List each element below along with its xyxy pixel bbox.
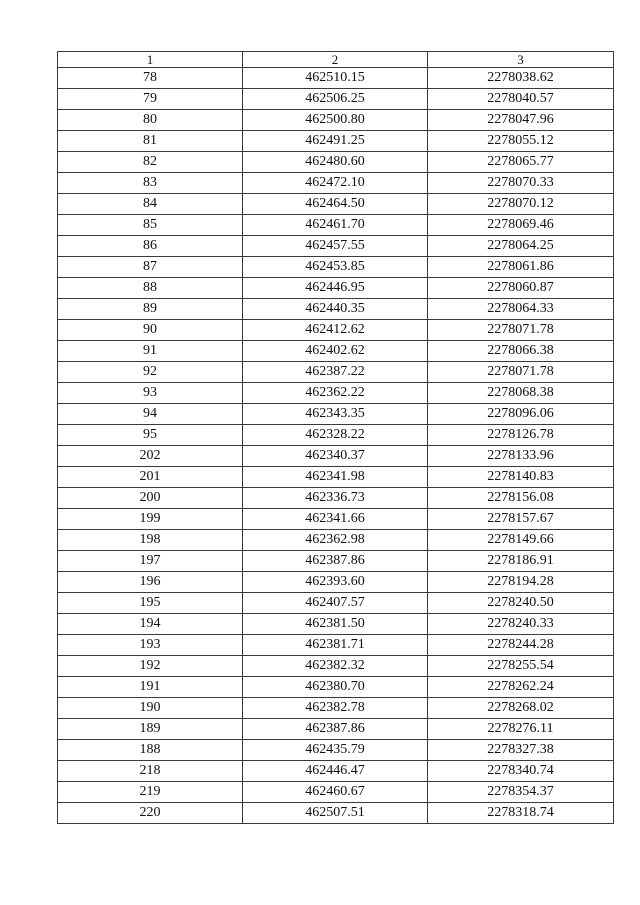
table-row	[58, 530, 614, 551]
point-number-cell: 188	[58, 740, 243, 761]
y-coordinate-cell: 2278068.38	[428, 383, 614, 404]
point-number-cell: 82	[58, 152, 243, 173]
x-coordinate-cell: 462464.50	[243, 194, 428, 215]
table-row	[58, 740, 614, 761]
x-coordinate-cell: 462446.95	[243, 278, 428, 299]
point-number-cell: 198	[58, 530, 243, 551]
table-header	[58, 52, 614, 68]
y-coordinate-cell: 2278268.02	[428, 698, 614, 719]
x-coordinate-cell: 462362.22	[243, 383, 428, 404]
point-number-cell: 196	[58, 572, 243, 593]
x-coordinate-cell: 462453.85	[243, 257, 428, 278]
table-body	[58, 68, 614, 824]
x-coordinate-cell: 462380.70	[243, 677, 428, 698]
x-coordinate-cell: 462387.22	[243, 362, 428, 383]
point-number-cell: 194	[58, 614, 243, 635]
point-number-cell: 193	[58, 635, 243, 656]
y-coordinate-cell: 2278064.33	[428, 299, 614, 320]
y-coordinate-cell: 2278064.25	[428, 236, 614, 257]
y-coordinate-cell: 2278047.96	[428, 110, 614, 131]
column-header-point-number: 1	[58, 52, 243, 68]
point-number-cell: 94	[58, 404, 243, 425]
table-row	[58, 572, 614, 593]
x-coordinate-cell: 462460.67	[243, 782, 428, 803]
x-coordinate-cell: 462336.73	[243, 488, 428, 509]
x-coordinate-cell: 462510.15	[243, 68, 428, 89]
y-coordinate-cell: 2278262.24	[428, 677, 614, 698]
table-row	[58, 131, 614, 152]
x-coordinate-cell: 462412.62	[243, 320, 428, 341]
x-coordinate-cell: 462506.25	[243, 89, 428, 110]
table-row	[58, 509, 614, 530]
point-number-cell: 81	[58, 131, 243, 152]
table-row	[58, 698, 614, 719]
column-header-x-coordinate: 2	[243, 52, 428, 68]
x-coordinate-cell: 462381.71	[243, 635, 428, 656]
x-coordinate-cell: 462461.70	[243, 215, 428, 236]
x-coordinate-cell: 462472.10	[243, 173, 428, 194]
point-number-cell: 200	[58, 488, 243, 509]
point-number-cell: 93	[58, 383, 243, 404]
table-row	[58, 635, 614, 656]
table-row	[58, 761, 614, 782]
table-row	[58, 194, 614, 215]
point-number-cell: 95	[58, 425, 243, 446]
point-number-cell: 220	[58, 803, 243, 824]
table-row	[58, 614, 614, 635]
y-coordinate-cell: 2278149.66	[428, 530, 614, 551]
point-number-cell: 88	[58, 278, 243, 299]
point-number-cell: 190	[58, 698, 243, 719]
table-row	[58, 782, 614, 803]
point-number-cell: 201	[58, 467, 243, 488]
point-number-cell: 219	[58, 782, 243, 803]
point-number-cell: 86	[58, 236, 243, 257]
y-coordinate-cell: 2278040.57	[428, 89, 614, 110]
y-coordinate-cell: 2278194.28	[428, 572, 614, 593]
y-coordinate-cell: 2278240.50	[428, 593, 614, 614]
x-coordinate-cell: 462328.22	[243, 425, 428, 446]
table-row	[58, 320, 614, 341]
point-number-cell: 83	[58, 173, 243, 194]
y-coordinate-cell: 2278318.74	[428, 803, 614, 824]
x-coordinate-cell: 462381.50	[243, 614, 428, 635]
table-row	[58, 257, 614, 278]
y-coordinate-cell: 2278071.78	[428, 362, 614, 383]
point-number-cell: 192	[58, 656, 243, 677]
y-coordinate-cell: 2278096.06	[428, 404, 614, 425]
table-row	[58, 446, 614, 467]
header-row	[58, 52, 614, 68]
x-coordinate-cell: 462393.60	[243, 572, 428, 593]
y-coordinate-cell: 2278071.78	[428, 320, 614, 341]
x-coordinate-cell: 462341.98	[243, 467, 428, 488]
x-coordinate-cell: 462387.86	[243, 719, 428, 740]
y-coordinate-cell: 2278060.87	[428, 278, 614, 299]
point-number-cell: 84	[58, 194, 243, 215]
y-coordinate-cell: 2278070.33	[428, 173, 614, 194]
point-number-cell: 79	[58, 89, 243, 110]
x-coordinate-cell: 462446.47	[243, 761, 428, 782]
y-coordinate-cell: 2278327.38	[428, 740, 614, 761]
point-number-cell: 197	[58, 551, 243, 572]
y-coordinate-cell: 2278038.62	[428, 68, 614, 89]
x-coordinate-cell: 462407.57	[243, 593, 428, 614]
x-coordinate-cell: 462491.25	[243, 131, 428, 152]
table-row	[58, 152, 614, 173]
table-row	[58, 803, 614, 824]
point-number-cell: 218	[58, 761, 243, 782]
table-row	[58, 341, 614, 362]
table-row	[58, 404, 614, 425]
y-coordinate-cell: 2278340.74	[428, 761, 614, 782]
y-coordinate-cell: 2278066.38	[428, 341, 614, 362]
y-coordinate-cell: 2278244.28	[428, 635, 614, 656]
table-row	[58, 551, 614, 572]
x-coordinate-cell: 462382.32	[243, 656, 428, 677]
point-number-cell: 189	[58, 719, 243, 740]
x-coordinate-cell: 462340.37	[243, 446, 428, 467]
point-number-cell: 85	[58, 215, 243, 236]
point-number-cell: 80	[58, 110, 243, 131]
point-number-cell: 91	[58, 341, 243, 362]
y-coordinate-cell: 2278065.77	[428, 152, 614, 173]
y-coordinate-cell: 2278126.78	[428, 425, 614, 446]
x-coordinate-cell: 462387.86	[243, 551, 428, 572]
point-number-cell: 89	[58, 299, 243, 320]
table-row	[58, 173, 614, 194]
y-coordinate-cell: 2278140.83	[428, 467, 614, 488]
point-number-cell: 191	[58, 677, 243, 698]
x-coordinate-cell: 462507.51	[243, 803, 428, 824]
table-row	[58, 425, 614, 446]
point-number-cell: 90	[58, 320, 243, 341]
y-coordinate-cell: 2278061.86	[428, 257, 614, 278]
y-coordinate-cell: 2278354.37	[428, 782, 614, 803]
table-row	[58, 719, 614, 740]
y-coordinate-cell: 2278156.08	[428, 488, 614, 509]
y-coordinate-cell: 2278255.54	[428, 656, 614, 677]
x-coordinate-cell: 462362.98	[243, 530, 428, 551]
table-row	[58, 677, 614, 698]
y-coordinate-cell: 2278240.33	[428, 614, 614, 635]
y-coordinate-cell: 2278069.46	[428, 215, 614, 236]
x-coordinate-cell: 462343.35	[243, 404, 428, 425]
point-number-cell: 87	[58, 257, 243, 278]
y-coordinate-cell: 2278276.11	[428, 719, 614, 740]
x-coordinate-cell: 462382.78	[243, 698, 428, 719]
column-header-y-coordinate: 3	[428, 52, 614, 68]
table-row	[58, 236, 614, 257]
point-number-cell: 199	[58, 509, 243, 530]
x-coordinate-cell: 462480.60	[243, 152, 428, 173]
table-row	[58, 89, 614, 110]
table-row	[58, 362, 614, 383]
x-coordinate-cell: 462500.80	[243, 110, 428, 131]
table-row	[58, 467, 614, 488]
table-row	[58, 299, 614, 320]
y-coordinate-cell: 2278186.91	[428, 551, 614, 572]
x-coordinate-cell: 462457.55	[243, 236, 428, 257]
table-row	[58, 656, 614, 677]
point-number-cell: 202	[58, 446, 243, 467]
x-coordinate-cell: 462440.35	[243, 299, 428, 320]
table-row	[58, 488, 614, 509]
y-coordinate-cell: 2278157.67	[428, 509, 614, 530]
table-row	[58, 593, 614, 614]
point-number-cell: 78	[58, 68, 243, 89]
coordinates-table	[57, 51, 614, 824]
x-coordinate-cell: 462402.62	[243, 341, 428, 362]
x-coordinate-cell: 462435.79	[243, 740, 428, 761]
table-row	[58, 110, 614, 131]
table-row	[58, 278, 614, 299]
y-coordinate-cell: 2278133.96	[428, 446, 614, 467]
x-coordinate-cell: 462341.66	[243, 509, 428, 530]
point-number-cell: 92	[58, 362, 243, 383]
table-row	[58, 68, 614, 89]
y-coordinate-cell: 2278070.12	[428, 194, 614, 215]
point-number-cell: 195	[58, 593, 243, 614]
table-row	[58, 215, 614, 236]
table-row	[58, 383, 614, 404]
y-coordinate-cell: 2278055.12	[428, 131, 614, 152]
